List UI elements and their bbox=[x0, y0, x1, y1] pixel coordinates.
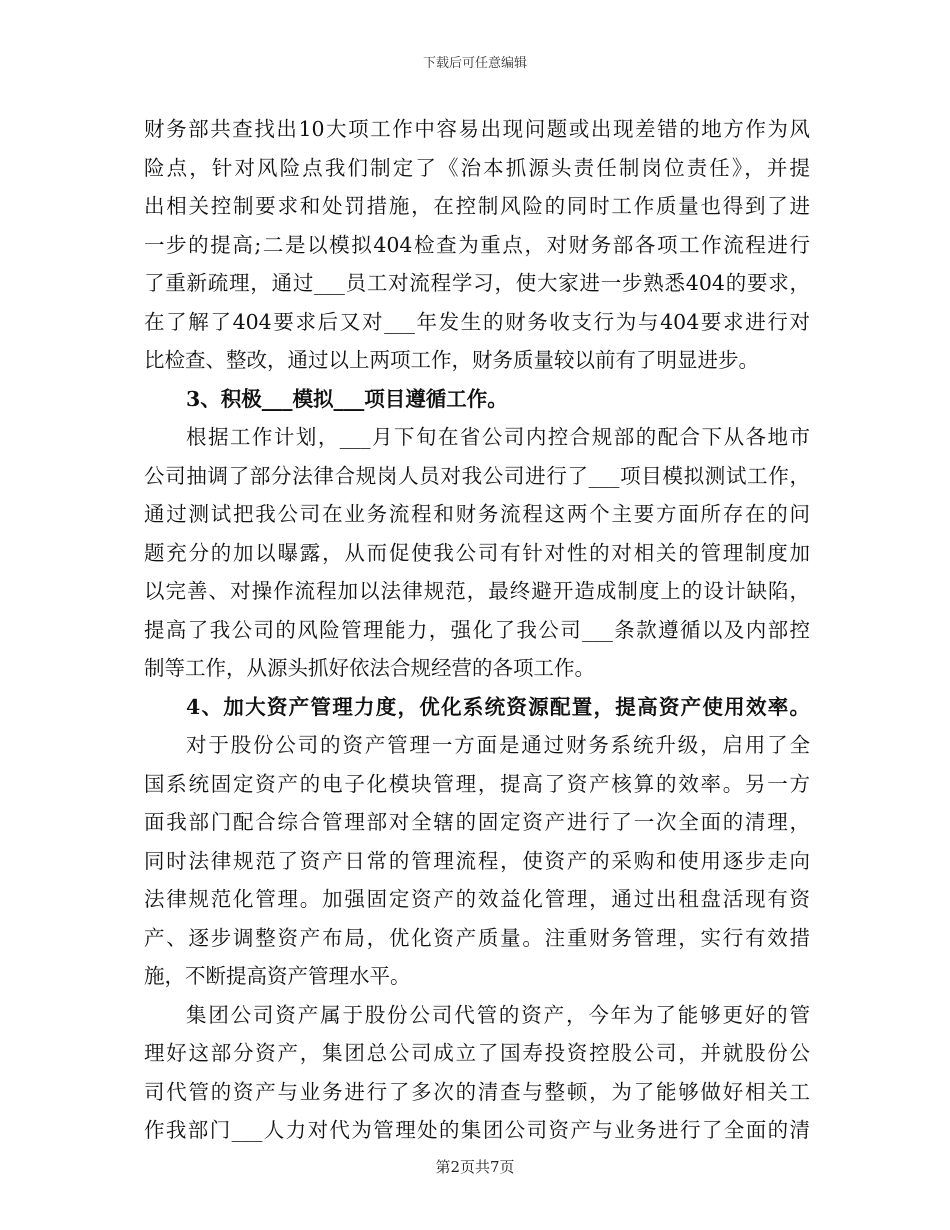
paragraph-line: 作我部门___人力对代为管理处的集团公司资产与业务进行了全面的清 bbox=[144, 1118, 810, 1142]
paragraph-line: 比检查、整改，通过以上两项工作，财务质量较以前有了明显进步。 bbox=[144, 348, 759, 372]
document-body bbox=[144, 110, 810, 1150]
section-heading: 3、积极___模拟___项目遵循工作。 bbox=[186, 386, 508, 411]
section-heading: 4、加大资产管理力度，优化系统资源配置，提高资产使用效率。 bbox=[186, 694, 810, 719]
paragraph-line: 提高了我公司的风险管理能力，强化了我公司___条款遵循以及内部控 bbox=[144, 617, 810, 642]
paragraph-line: 根据工作计划，___月下旬在省公司内控合规部的配合下从各地市 bbox=[186, 425, 810, 449]
paragraph-line: 公司抽调了部分法律合规岗人员对我公司进行了___项目模拟测试工作， bbox=[144, 463, 810, 488]
paragraph-line: 一步的提高;二是以模拟404检查为重点，对财务部各项工作流程进行 bbox=[144, 232, 810, 257]
paragraph-line: 法律规范化管理。加强固定资产的效益化管理，通过出租盘活现有资 bbox=[144, 887, 810, 911]
paragraph-line: 财务部共查找出10大项工作中容易出现问题或出现差错的地方作为风 bbox=[144, 117, 810, 141]
paragraph-line: 险点，针对风险点我们制定了《治本抓源头责任制岗位责任》，并提 bbox=[144, 155, 810, 180]
paragraph-line: 题充分的加以曝露，从而促使我公司有针对性的对相关的管理制度加 bbox=[144, 540, 810, 565]
paragraph-line: 司代管的资产与业务进行了多次的清查与整顿，为了能够做好相关工 bbox=[144, 1079, 810, 1104]
paragraph-line: 在了解了404要求后又对___年发生的财务收支行为与404要求进行对 bbox=[144, 309, 810, 334]
paragraph-line: 出相关控制要求和处罚措施，在控制风险的同时工作质量也得到了进 bbox=[144, 194, 810, 218]
page-footer: 第2页共7页 bbox=[435, 1158, 515, 1176]
paragraph-line: 通过测试把我公司在业务流程和财务流程这两个主要方面所存在的问 bbox=[144, 502, 810, 526]
paragraph-line: 制等工作，从源头抓好依法合规经营的各项工作。 bbox=[144, 656, 595, 680]
paragraph-line: 以完善、对操作流程加以法律规范，最终避开造成制度上的设计缺陷， bbox=[144, 579, 810, 603]
paragraph-line: 同时法律规范了资产日常的管理流程，使资产的采购和使用逐步走向 bbox=[144, 848, 810, 873]
paragraph-line: 面我部门配合综合管理部对全辖的固定资产进行了一次全面的清理， bbox=[144, 810, 810, 834]
paragraph-line: 理好这部分资产，集团总公司成立了国寿投资控股公司，并就股份公 bbox=[144, 1041, 810, 1065]
paragraph-line: 集团公司资产属于股份公司代管的资产，今年为了能够更好的管 bbox=[186, 1002, 810, 1027]
paragraph-line: 国系统固定资产的电子化模块管理，提高了资产核算的效率。另一方 bbox=[144, 771, 810, 796]
paragraph-line: 了重新疏理，通过___员工对流程学习，使大家进一步熟悉404的要求， bbox=[144, 271, 810, 295]
paragraph-line: 产、逐步调整资产布局，优化资产质量。注重财务管理，实行有效措 bbox=[144, 925, 810, 950]
paragraph-line: 对于股份公司的资产管理一方面是通过财务系统升级，启用了全 bbox=[186, 733, 810, 757]
paragraph-line: 施，不断提高资产管理水平。 bbox=[144, 964, 411, 988]
page-header: 下载后可任意编辑 bbox=[422, 56, 527, 71]
